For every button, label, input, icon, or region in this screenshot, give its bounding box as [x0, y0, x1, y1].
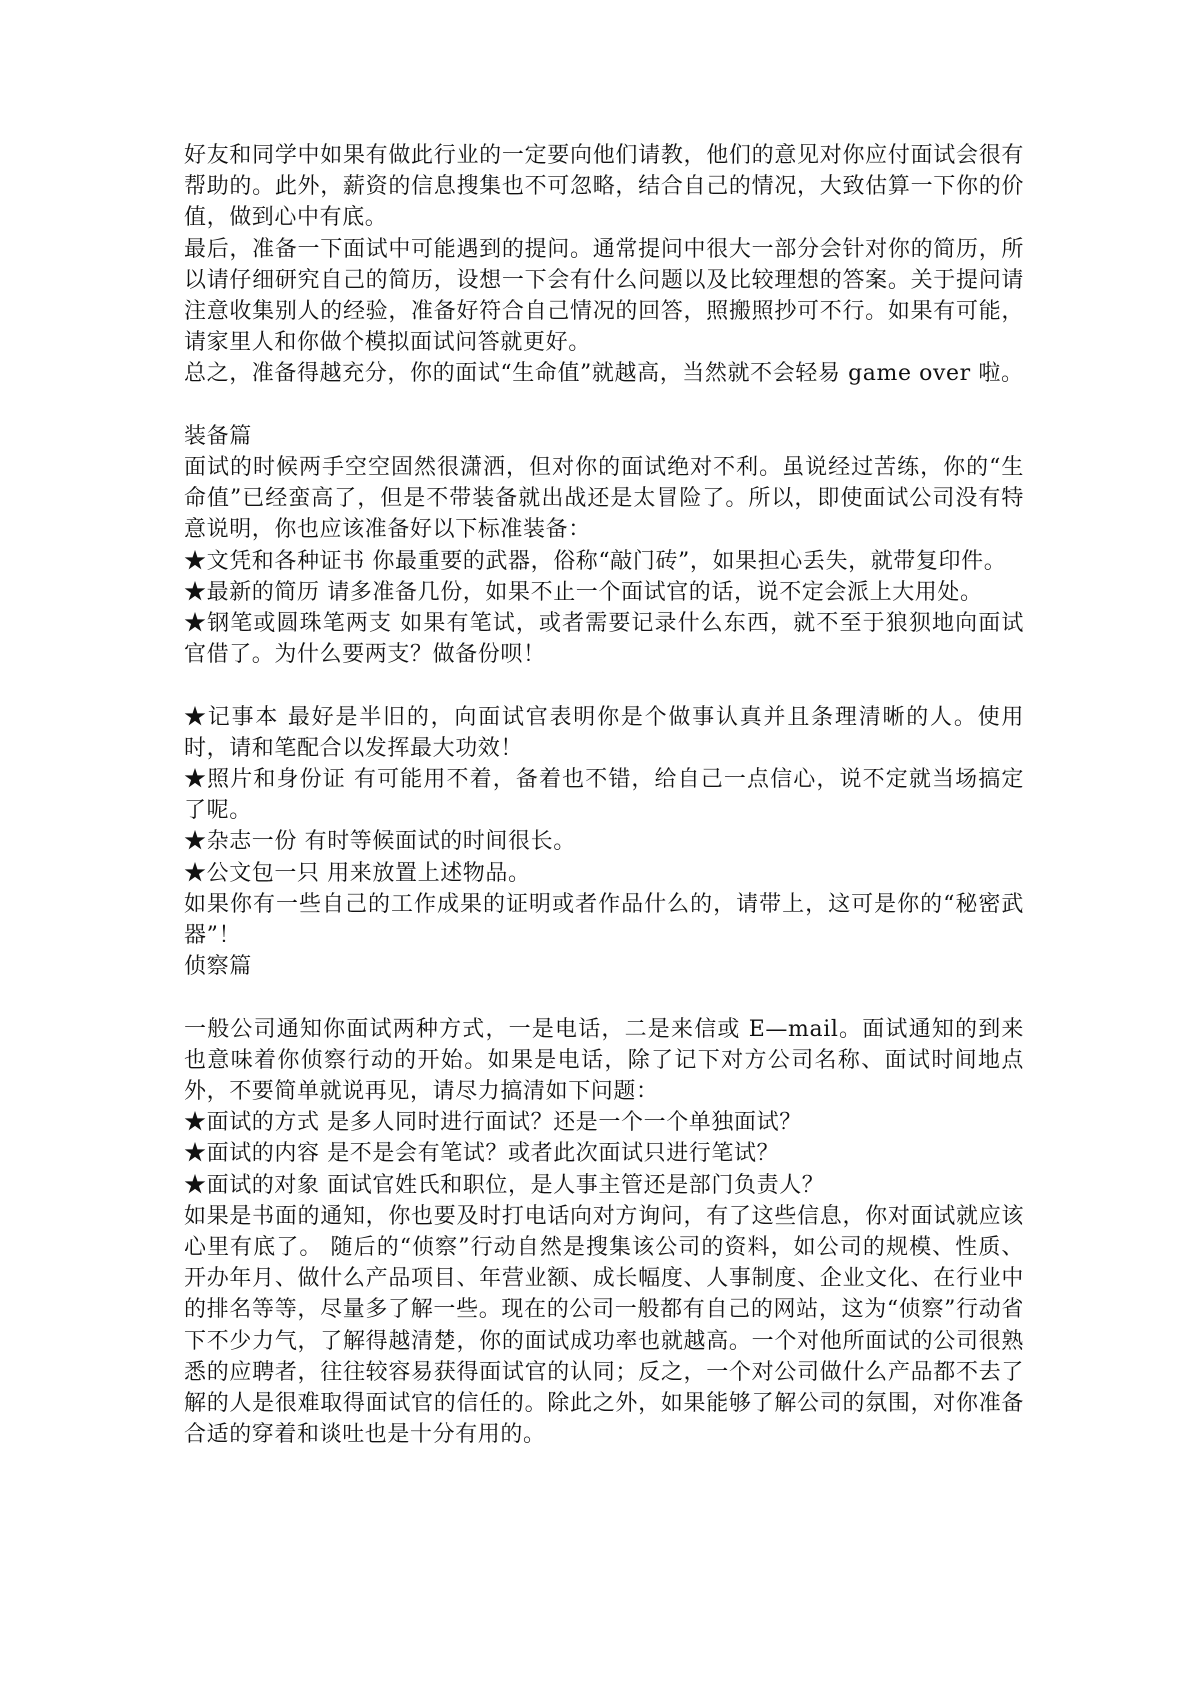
- recon-item-interviewer: ★面试的对象 面试官姓氏和职位，是人事主管还是部门负责人？: [184, 1172, 825, 1198]
- recon-intro-paragraph: 一般公司通知你面试两种方式，一是电话，二是来信或 E—mail。面试通知的到来也意味着你侦察行动的开始。如果是电话，除了记下对方公司名称、面试时间地点外，不要简单就说再见，请尽力搞清如下问题：: [184, 1016, 1024, 1105]
- equipment-intro-paragraph: 面试的时候两手空空固然很潇洒，但对你的面试绝对不利。虽说经过苦练，你的“生命值”已经蛮高了，但是不带装备就出战还是太冒险了。所以，即使面试公司没有特意说明，你也应该准备好以下标准装备：: [184, 455, 1024, 543]
- recon-item-content: ★面试的内容 是不是会有笔试？或者此次面试只进行笔试？: [184, 1141, 780, 1167]
- intro-paragraph-network: 好友和同学中如果有做此行业的一定要向他们请教，他们的意见对你应付面试会很有帮助的。此外，薪资的信息搜集也不可忽略，结合自己的情况，大致估算一下你的价值，做到心中有底。: [184, 143, 1024, 231]
- recon-outro-paragraph: 如果是书面的通知，你也要及时打电话向对方询问，有了这些信息，你对面试就应该心里有底了。 随后的“侦察”行动自然是搜集该公司的资料，如公司的规模、性质、开办年月、做什么产品项目、年营业额、成长幅度、人事制度、企业文化、在行业中的排名等等，尽量多了解一些。现在的公司一般都有自己的网站，这为“侦察”行动省下不少力气，了解得越清楚，你的面试成功率也就越高。一个对他所面试的公司很熟悉的应聘者，往往较容易获得面试官的认同；反之，一个对公司做什么产品都不去了解的人是很难取得面试官的信任的。除此之外，如果能够了解公司的氛围，对你准备合适的穿着和谈吐也是十分有用的。: [184, 1203, 1024, 1448]
- recon-item-format: ★面试的方式 是多人同时进行面试？还是一个一个单独面试？: [184, 1110, 802, 1136]
- section-heading-recon: 侦察篇: [184, 954, 252, 980]
- equipment-item-pens: ★钢笔或圆珠笔两支 如果有笔试，或者需要记录什么东西，就不至于狼狈地向面试官借了。为什么要两支？做备份呗！: [184, 611, 1024, 668]
- equipment-item-briefcase: ★公文包一只 用来放置上述物品。: [184, 860, 531, 886]
- spacer: [184, 982, 1024, 1013]
- equipment-item-photo-id: ★照片和身份证 有可能用不着，备着也不错，给自己一点信心，说不定就当场搞定了呢。: [184, 767, 1024, 824]
- equipment-outro-paragraph: 如果你有一些自己的工作成果的证明或者作品什么的，请带上，这可是你的“秘密武器”！: [184, 891, 1024, 949]
- spacer: [184, 390, 1024, 421]
- spacer: [184, 670, 1024, 701]
- equipment-item-diploma: ★文凭和各种证书 你最重要的武器，俗称“敲门砖”，如果担心丢失，就带复印件。: [184, 548, 1007, 574]
- intro-paragraph-summary: 总之，准备得越充分，你的面试“生命值”就越高，当然就不会轻易 game over 啦。: [184, 361, 1024, 387]
- section-heading-equipment: 装备篇: [184, 423, 252, 449]
- intro-paragraph-questions: 最后，准备一下面试中可能遇到的提问。通常提问中很大一部分会针对你的简历，所以请仔细研究自己的简历，设想一下会有什么问题以及比较理想的答案。关于提问请注意收集别人的经验，准备好符合自己情况的回答，照搬照抄可不行。如果有可能，请家里人和你做个模拟面试问答就更好。: [184, 236, 1024, 356]
- equipment-item-resume: ★最新的简历 请多准备几份，如果不止一个面试官的话，说不定会派上大用处。: [184, 579, 983, 605]
- equipment-item-notebook: ★记事本 最好是半旧的，向面试官表明你是个做事认真并且条理清晰的人。使用时，请和笔配合以发挥最大功效！: [184, 704, 1024, 761]
- equipment-item-magazine: ★杂志一份 有时等候面试的时间很长。: [184, 829, 576, 855]
- document-page: [184, 140, 1024, 1450]
